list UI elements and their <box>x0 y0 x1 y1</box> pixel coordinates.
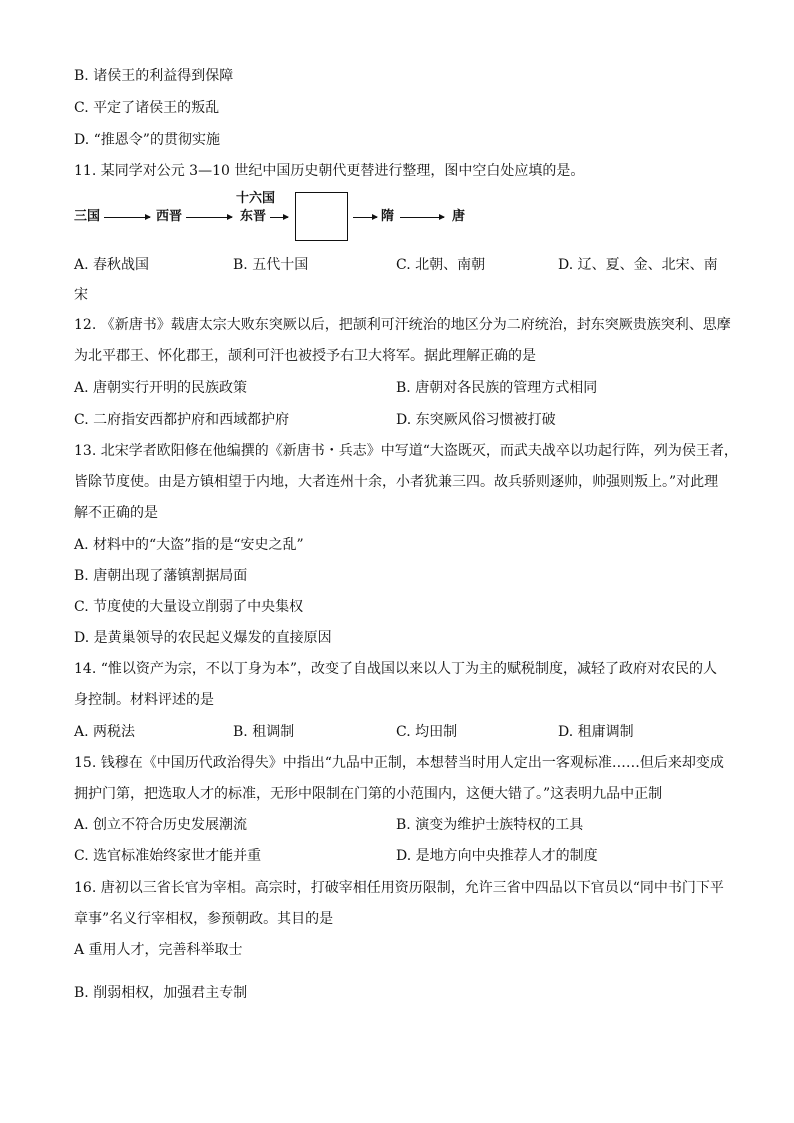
q15-stem-line1: 15. 钱穆在《中国历代政治得失》中指出“九品中正制，本想替当时用人定出一客观标准……但后来却变成 <box>74 755 724 771</box>
q10-option-c: C. 平定了诸侯王的叛乱 <box>74 100 220 116</box>
flow-arrow-icon <box>104 217 150 218</box>
flow-arrow-icon <box>353 217 377 218</box>
q11-stem: 11. 某同学对公元 3—10 世纪中国历史朝代更替进行整理，图中空白处应填的是。 <box>74 163 585 179</box>
q10-option-b: B. 诸侯王的利益得到保障 <box>74 68 234 84</box>
q15-option-c: C. 选官标准始终家世才能并重 <box>74 848 262 864</box>
q13-option-d: D. 是黄巢领导的农民起义爆发的直接原因 <box>74 630 332 646</box>
q14-option-c: C. 均田制 <box>396 724 458 740</box>
q11-option-b: B. 五代十国 <box>233 257 309 273</box>
q15-option-d: D. 是地方向中央推荐人才的制度 <box>396 848 598 864</box>
q11-option-d-cont: 宋 <box>74 287 88 303</box>
q14-option-d: D. 租庸调制 <box>558 724 634 740</box>
q13-option-b: B. 唐朝出现了藩镇割据局面 <box>74 568 248 584</box>
q10-option-d: D. “推恩令”的贯彻实施 <box>74 132 220 148</box>
q13-stem-line2: 皆除节度使。由是方镇相望于内地，大者连州十余，小者犹兼三四。故兵骄则逐帅，帅强则叛上。”对此理 <box>74 474 719 490</box>
q15-stem-line2: 拥护门第，把选取人才的标准，无形中限制在门第的小范围内，这便大错了。”这表明九品中正制 <box>74 786 663 802</box>
flow-node-dongjin: 东晋 <box>240 209 267 224</box>
q12-option-d: D. 东突厥风俗习惯被打破 <box>396 412 556 428</box>
q12-stem-line1: 12. 《新唐书》载唐太宗大败东突厥以后，把颉利可汗统治的地区分为二府统治，封东突厥贵族突利、思摩 <box>74 317 731 333</box>
q13-stem-line3: 解不正确的是 <box>74 505 158 521</box>
flow-node-sanguo: 三国 <box>74 209 101 224</box>
q13-option-c: C. 节度使的大量设立削弱了中央集权 <box>74 599 304 615</box>
q14-option-b: B. 租调制 <box>233 724 295 740</box>
q16-option-a: A 重用人才，完善科举取士 <box>74 942 243 958</box>
q14-stem-line2: 身控制。材料评述的是 <box>74 692 214 708</box>
q12-option-b: B. 唐朝对各民族的管理方式相同 <box>396 380 598 396</box>
q15-option-b: B. 演变为维护士族特权的工具 <box>396 817 584 833</box>
flow-node-sui: 隋 <box>381 209 395 224</box>
flow-arrow-icon <box>270 217 288 218</box>
flow-arrow-icon <box>400 217 444 218</box>
q12-option-c: C. 二府指安西都护府和西域都护府 <box>74 412 290 428</box>
q16-stem-line2: 章事”名义行宰相权，参预朝政。其目的是 <box>74 911 334 927</box>
q11-option-c: C. 北朝、南朝 <box>396 257 486 273</box>
q13-option-a: A. 材料中的“大盗”指的是“安史之乱” <box>74 537 304 553</box>
q14-option-a: A. 两税法 <box>74 724 136 740</box>
q14-stem-line1: 14. “惟以资产为宗，不以丁身为本”，改变了自战国以来以人丁为主的赋税制度，减轻了政府对农民的人 <box>74 661 718 677</box>
flow-node-shiliuguo: 十六国 <box>236 191 276 206</box>
q15-option-a: A. 创立不符合历史发展潮流 <box>74 817 248 833</box>
q12-option-a: A. 唐朝实行开明的民族政策 <box>74 380 248 396</box>
q11-dynasty-flowchart <box>74 192 494 244</box>
q16-stem-line1: 16. 唐初以三省长官为宰相。高宗时，打破宰相任用资历限制，允许三省中四品以下官员以“同中书门下平 <box>74 880 724 896</box>
flow-blank-box <box>295 192 348 241</box>
q16-option-b: B. 削弱相权，加强君主专制 <box>74 985 248 1001</box>
q12-stem-line2: 为北平郡王、怀化郡王，颉利可汗也被授予右卫大将军。据此理解正确的是 <box>74 348 536 364</box>
flow-node-xijin: 西晋 <box>156 209 183 224</box>
flow-arrow-icon <box>186 217 232 218</box>
q11-option-d: D. 辽、夏、金、北宋、南 <box>558 257 718 273</box>
q11-option-a: A. 春秋战国 <box>74 257 150 273</box>
q13-stem-line1: 13. 北宋学者欧阳修在他编撰的《新唐书・兵志》中写道“大盗既灭，而武夫战卒以功起行阵，列为侯王者， <box>74 443 738 459</box>
flow-node-tang: 唐 <box>452 209 466 224</box>
